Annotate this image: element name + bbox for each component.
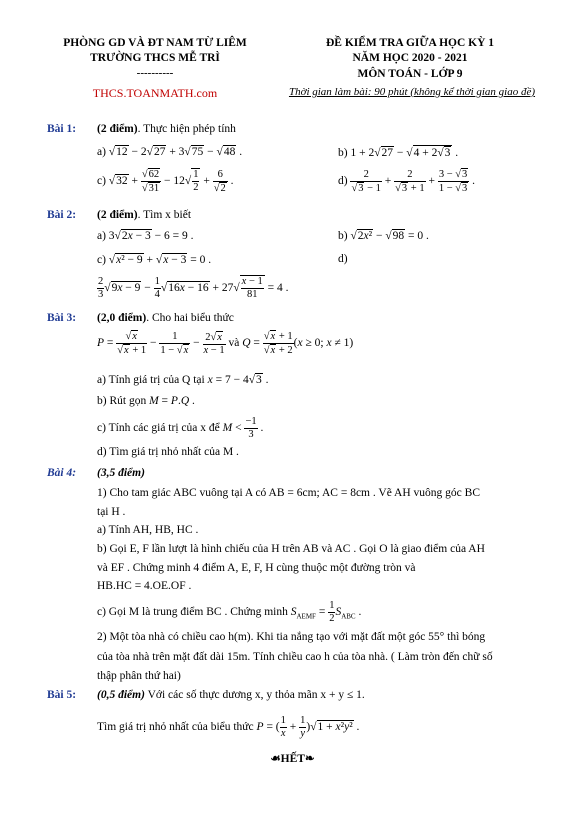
school-department: PHÒNG GD VÀ ĐT NAM TỪ LIÊM (63, 37, 247, 49)
bai2-d-label: d) (338, 253, 348, 265)
bai1-label: Bài 1: (47, 123, 77, 135)
bai3-c-text: c) Tính các giá trị của x để (97, 422, 220, 435)
bai1-points: (2 điểm) (97, 123, 138, 135)
bai3-c: c) Tính các giá trị của x để M < $\frac{-1}{3}$ . (97, 416, 264, 441)
time-limit: Thời gian làm bài: 90 phút (không kể thời gian giao đề) (288, 86, 536, 98)
bai3-points: (2,0 điểm) (97, 312, 147, 324)
bai3-heading (97, 312, 234, 324)
bai1-d: d) $\frac{2}{√3 - 1}$ + $\frac{2}{√3 + 1}$ + $\frac{3 - √3}{1 - √3}$ . (338, 168, 476, 195)
bai4-p1-line1: 1) Cho tam giác ABC vuông tại A có AB = 6cm; AC = 8cm . Vẽ AH vuông góc BC (97, 487, 480, 499)
subject-grade: MÔN TOÁN - LỚP 9 (357, 68, 463, 80)
bai2-intro: . Tìm x biết (137, 209, 192, 221)
bai1-c: c) √32 + $\frac{√62}{√31}$ − 12√ $\frac{1}{2}$ + $\frac{6}{√2}$ . (97, 168, 234, 195)
bai5-points: (0,5 điểm) (97, 689, 145, 701)
bai4-c: c) Gọi M là trung điểm BC . Chứng minh $S_{AEMF}$ = $\frac{1}{2}$ $S_{ABC}$ . (97, 600, 362, 625)
bai4-a: a) Tính AH, HB, HC . (97, 524, 199, 536)
bai4-b-line2: và EF . Chứng minh 4 điểm A, E, F, H cùng thuộc một đường tròn và (97, 562, 416, 574)
bai4-c-text: c) Gọi M là trung điểm BC . Chứng minh (97, 606, 288, 619)
website-label: THCS.TOANMATH.com (92, 86, 218, 100)
bai5-label: Bài 5: (47, 689, 77, 701)
bai4-p2-line3: thập phân thứ hai) (97, 670, 181, 682)
school-year: NĂM HỌC 2020 - 2021 (352, 52, 468, 64)
header-divider: ---------- (136, 67, 174, 79)
bai1-a: a) √12 − 2√27 + 3√75 − √48 . (97, 146, 243, 158)
bai1-intro: . Thực hiện phép tính (137, 123, 236, 135)
bai4-p2-line1: 2) Một tòa nhà có chiều cao h(m). Khi tia nắng tạo với mặt đất một góc 55° thì bóng (97, 631, 486, 643)
bai5-question: Tìm giá trị nhỏ nhất của biểu thức P = ( $\frac{1}{x}$ + $\frac{1}{y}$ )√1 + x²y² . (97, 715, 360, 740)
bai5-heading (97, 689, 365, 701)
bai2-b: b) √2x² − √98 = 0 . (338, 230, 429, 242)
bai1-heading (97, 123, 236, 135)
bai2-d: $\frac{2}{3}$ √9x − 9 − $\frac{1}{4}$ √16x − 16 + 27√ $\frac{x - 1}{81}$ = 4 . (98, 276, 289, 301)
bai2-label: Bài 2: (47, 209, 77, 221)
bai3-d: d) Tìm giá trị nhỏ nhất của M . (97, 446, 239, 458)
bai2-points: (2 điểm) (97, 209, 138, 221)
bai3-a: a) Tính giá trị của Q tại x = 7 − 4√3 . (97, 374, 269, 386)
exam-title: ĐỀ KIỂM TRA GIỮA HỌC KỲ 1 (325, 37, 495, 49)
bai4-p1-line2: tại H . (97, 506, 126, 518)
school-name: TRƯỜNG THCS MỄ TRÌ (90, 52, 220, 64)
bai3-b-text: b) Rút gọn (97, 395, 147, 407)
bai3-a-text: a) Tính giá trị của Q tại (97, 374, 205, 386)
bai4-label: Bài 4: (47, 467, 77, 479)
bai5-q-text: Tìm giá trị nhỏ nhất của biểu thức (97, 721, 254, 734)
end-mark: ☙HẾT❧ (270, 753, 315, 765)
bai3-intro: . Cho hai biểu thức (146, 312, 234, 324)
bai5-intro: Với các số thực dương x, y thỏa mãn x + y ≤ 1. (144, 689, 365, 701)
bai4-points: (3,5 điểm) (97, 467, 145, 479)
bai3-expressions: P = $\frac{√x}{√x + 1}$ − $\frac{1}{1 - √x}$ − $\frac{2√x}{x - 1}$ và Q = $\frac{√x + 1}{√x + 2}$ (x ≥ 0; x ≠ 1) (97, 330, 354, 357)
bai3-b: b) Rút gọn M = P.Q . (97, 395, 195, 407)
bai2-c: c) √x² − 9 + √x − 3 = 0 . (97, 254, 212, 266)
bai4-b-line3: HB.HC = 4.OE.OF . (97, 580, 192, 592)
bai4-p2-line2: của tòa nhà trên mặt đất dài 15m. Tính chiều cao h của tòa nhà. ( Làm tròn đến chữ số (97, 651, 493, 663)
bai1-b: b) 1 + 2√27 − √4 + 2√3 . (338, 147, 459, 159)
bai2-heading (97, 209, 191, 221)
bai2-a: a) 3√2x − 3 − 6 = 9 . (97, 230, 194, 242)
bai3-label: Bài 3: (47, 312, 77, 324)
bai4-b-line1: b) Gọi E, F lần lượt là hình chiếu của H trên AB và AC . Gọi O là giao điểm của AH (97, 543, 485, 555)
